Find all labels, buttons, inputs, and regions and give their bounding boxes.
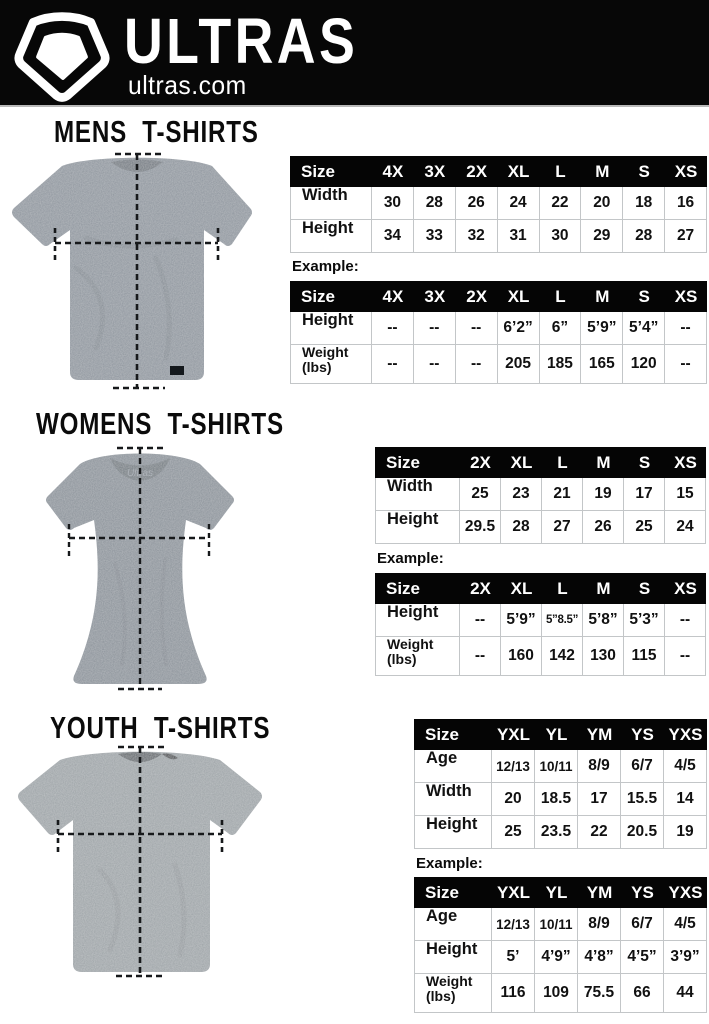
size-value-cell: 22 [578,816,621,849]
header-bar [0,0,709,107]
size-header: 3X [414,281,456,312]
youth-tshirt-image [10,740,270,980]
size-value-cell: 5’4” [623,312,665,345]
size-value-cell: 29 [581,220,623,253]
size-header: XS [665,573,706,604]
size-value-cell: -- [456,312,498,345]
size-column-header: Size [375,447,460,478]
brand-title: ULTRAS [124,5,359,77]
womens-example-table [375,573,706,676]
size-value-cell: 23.5 [535,816,578,849]
size-header: M [581,156,623,187]
size-header: XS [665,447,706,478]
size-value-cell: -- [665,637,706,676]
row-label: Weight (lbs) [290,345,372,384]
size-value-cell: 21 [542,478,583,511]
mens-example-label: Example: [292,258,359,275]
size-value-cell: 6” [540,312,582,345]
size-header: YXL [492,719,535,750]
size-value-cell: 25 [492,816,535,849]
size-value-cell: 6’2” [498,312,540,345]
size-value-cell: 29.5 [460,511,501,544]
size-value-cell: 20 [492,783,535,816]
size-value-cell: 5”8.5” [542,604,583,637]
youth-size-table [414,719,707,849]
size-value-cell: 8/9 [578,908,621,941]
size-value-cell: 5’9” [501,604,542,637]
size-header: S [623,156,665,187]
size-value-cell: 19 [583,478,624,511]
size-value-cell: 5’8” [583,604,624,637]
size-value-cell: 15.5 [621,783,664,816]
size-value-cell: -- [665,312,707,345]
size-header: YS [621,719,664,750]
size-column-header: Size [414,719,492,750]
collar-watermark: Ultras [126,468,154,479]
size-header: XL [501,447,542,478]
row-label: Height [290,220,372,253]
size-header: YXL [492,877,535,908]
size-header: M [583,447,624,478]
size-value-cell: -- [414,345,456,384]
size-value-cell: 4’5” [621,941,664,974]
size-value-cell: 109 [535,974,578,1013]
size-value-cell: 18 [623,187,665,220]
size-value-cell: 3’9” [664,941,707,974]
size-value-cell: -- [414,312,456,345]
row-label: Height [290,312,372,345]
size-header: L [542,447,583,478]
size-value-cell: 17 [578,783,621,816]
size-header: XL [501,573,542,604]
size-value-cell: -- [460,637,501,676]
size-value-cell: 66 [621,974,664,1013]
size-header: S [624,573,665,604]
mens-size-table [290,156,707,253]
size-value-cell: 25 [624,511,665,544]
size-value-cell: 24 [498,187,540,220]
womens-size-table [375,447,706,544]
size-value-cell: 205 [498,345,540,384]
size-header: 4X [372,156,414,187]
size-value-cell: 20 [581,187,623,220]
size-value-cell: 142 [542,637,583,676]
size-value-cell: 4’9” [535,941,578,974]
size-value-cell: -- [456,345,498,384]
youth-example-label: Example: [416,855,483,872]
size-value-cell: 24 [665,511,706,544]
size-value-cell: 30 [372,187,414,220]
size-value-cell: -- [372,312,414,345]
size-value-cell: 26 [583,511,624,544]
row-label: Height [414,816,492,849]
size-value-cell: 8/9 [578,750,621,783]
mens-tshirt-image [6,148,258,392]
size-value-cell: 5’9” [581,312,623,345]
youth-example-table [414,877,707,1013]
size-value-cell: 17 [624,478,665,511]
row-label: Height [414,941,492,974]
site-url: ultras.com [128,70,247,100]
size-value-cell: 44 [664,974,707,1013]
size-value-cell: 4’8” [578,941,621,974]
size-header: YL [535,719,578,750]
row-label: Width [375,478,460,511]
size-value-cell: 25 [460,478,501,511]
size-header: 2X [460,573,501,604]
size-value-cell: 30 [540,220,582,253]
size-header: L [540,281,582,312]
size-header: 3X [414,156,456,187]
size-header: M [581,281,623,312]
size-header: XL [498,281,540,312]
row-label: Weight (lbs) [375,637,460,676]
size-value-cell: 10/11 [535,908,578,941]
womens-tshirt-image [30,444,250,692]
womens-example-label: Example: [377,550,444,567]
size-header: 2X [456,156,498,187]
size-value-cell: 12/13 [492,750,535,783]
size-header: YXS [664,719,707,750]
size-header: YL [535,877,578,908]
size-value-cell: 27 [542,511,583,544]
row-label: Height [375,604,460,637]
size-value-cell: 31 [498,220,540,253]
size-value-cell: 6/7 [621,750,664,783]
size-column-header: Size [290,281,372,312]
size-value-cell: 23 [501,478,542,511]
size-value-cell: 4/5 [664,750,707,783]
size-value-cell: 185 [540,345,582,384]
size-value-cell: 28 [623,220,665,253]
row-label: Weight (lbs) [414,974,492,1013]
size-header: 2X [456,281,498,312]
size-header: XL [498,156,540,187]
size-header: YM [578,719,621,750]
size-value-cell: 6/7 [621,908,664,941]
size-header: 4X [372,281,414,312]
size-value-cell: 10/11 [535,750,578,783]
size-header: YXS [664,877,707,908]
womens-section-title: WOMENS T-SHIRTS [36,406,284,441]
youth-section-title: YOUTH T-SHIRTS [50,710,271,745]
size-value-cell: 160 [501,637,542,676]
size-header: S [624,447,665,478]
size-value-cell: 26 [456,187,498,220]
size-column-header: Size [290,156,372,187]
size-value-cell: 33 [414,220,456,253]
size-value-cell: 14 [664,783,707,816]
size-value-cell: 5’ [492,941,535,974]
size-header: S [623,281,665,312]
size-column-header: Size [414,877,492,908]
row-label: Width [414,783,492,816]
size-value-cell: 19 [664,816,707,849]
size-value-cell: 28 [501,511,542,544]
row-label: Height [375,511,460,544]
size-value-cell: 20.5 [621,816,664,849]
size-value-cell: 75.5 [578,974,621,1013]
size-value-cell: 12/13 [492,908,535,941]
row-label: Width [290,187,372,220]
size-header: 2X [460,447,501,478]
size-value-cell: -- [665,345,707,384]
size-value-cell: -- [460,604,501,637]
size-value-cell: 32 [456,220,498,253]
size-value-cell: 115 [624,637,665,676]
size-header: XS [665,156,707,187]
size-header: L [542,573,583,604]
size-header: M [583,573,624,604]
shirt-hem-tag [170,366,184,375]
size-value-cell: 116 [492,974,535,1013]
size-value-cell: 18.5 [535,783,578,816]
size-column-header: Size [375,573,460,604]
mens-section-title: MENS T-SHIRTS [54,114,259,149]
size-value-cell: 4/5 [664,908,707,941]
size-header: YM [578,877,621,908]
size-value-cell: 22 [540,187,582,220]
size-header: YS [621,877,664,908]
pentagon-logo-icon [14,6,110,102]
size-value-cell: 34 [372,220,414,253]
size-header: L [540,156,582,187]
size-value-cell: -- [372,345,414,384]
size-value-cell: 165 [581,345,623,384]
size-value-cell: -- [665,604,706,637]
mens-example-table [290,281,707,384]
size-value-cell: 15 [665,478,706,511]
size-header: XS [665,281,707,312]
size-value-cell: 5’3” [624,604,665,637]
size-value-cell: 16 [665,187,707,220]
size-value-cell: 28 [414,187,456,220]
size-value-cell: 130 [583,637,624,676]
size-value-cell: 120 [623,345,665,384]
size-value-cell: 27 [665,220,707,253]
row-label: Age [414,750,492,783]
row-label: Age [414,908,492,941]
